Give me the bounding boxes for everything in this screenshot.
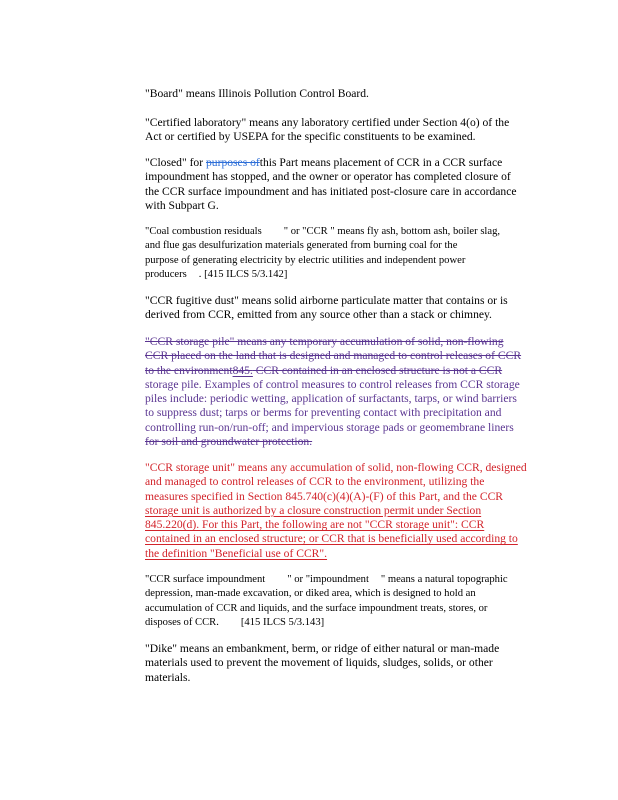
text-line [145,573,545,587]
text-line: measures specified in Section 845.740(c)(4)(A)-(F) of this Part, and the CCR [145,489,504,503]
text-line: depression, man-made excavation, or diked area, which is designed to hold an [145,588,476,600]
definition-board [145,87,545,101]
inserted-line: the definition "Beneficial use of CCR". [145,546,328,560]
deleted-text: to the environment [145,363,233,377]
text-segment: . [415 ILCS 5/3.142] [198,268,288,280]
inserted-line: storage unit is authorized by a closure construction permit under Section [145,503,482,517]
inserted-deleted-text: 845. [232,363,253,377]
text-line: "Board" means Illinois Pollution Control Board. [145,87,369,100]
text-segment: "Closed" for [145,156,206,169]
text-line: Act or certified by USEPA for the specific constituents to be examined. [145,130,476,144]
text-line [145,225,545,239]
text-line [145,156,545,170]
definition-certified-laboratory [145,116,545,145]
text-line: and managed to control releases of CCR to the environment, utilizing the [145,475,485,489]
text-line: derived from CCR, emitted from any source other than a stack or chimney. [145,308,492,322]
definition-coal-combustion-residuals [145,225,545,282]
definition-ccr-fugitive-dust [145,294,545,323]
text-segment: this Part means placement of CCR in a CCR surface [259,156,503,169]
definition-dike [145,642,545,685]
text-line: accumulation of CCR and liquids, and the surface impoundment treats, stores, or [145,602,488,614]
text-line: impoundment has stopped, and the owner or operator has completed closure of [145,170,511,184]
definition-closed [145,156,545,213]
text-line [145,268,545,282]
deleted-line: "CCR storage pile" means any temporary accumulation of solid, non-flowing [145,335,504,348]
text-line [145,616,545,630]
deleted-line: CCR placed on the land that is designed and managed to control releases of CCR [145,349,522,363]
text-line: materials used to prevent the movement of liquids, sludges, solids, or other [145,656,493,670]
text-line: purpose of generating electricity by electric utilities and independent power [145,254,466,266]
inserted-line: contained in an enclosed structure; or CCR that is beneficially used according to [145,532,518,546]
text-segment: [415 ILCS 5/3.143] [240,616,325,628]
text-segment: " means a natural topographic [380,574,508,585]
text-line: the CCR surface impoundment and has initiated post-closure care in accordance [145,184,517,198]
text-segment: " or "CCR " means fly ash, bottom ash, boiler slag, [283,226,501,237]
text-line: to suppress dust; tarps or berms for preventing contact with precipitation and [145,406,502,420]
text-line: "Dike" means an embankment, berm, or ridge of either natural or man-made [145,642,500,655]
text-line: piles include: periodic wetting, application of surfactants, tarps, or wind barriers [145,392,517,406]
deleted-text: purposes of [206,156,260,169]
text-line: "CCR storage unit" means any accumulation of solid, non-flowing CCR, designed [145,461,527,474]
text-line: with Subpart G. [145,198,219,212]
text-line: "CCR fugitive dust" means solid airborne particulate matter that contains or is [145,294,508,307]
text-line: storage pile. Examples of control measures to control releases from CCR storage [145,377,520,391]
deleted-line: for soil and groundwater protection. [145,435,313,449]
definition-ccr-surface-impoundment [145,573,545,630]
text-line: materials. [145,670,191,684]
inserted-line: 845.220(d). For this Part, the following are not "CCR storage unit": CCR [145,518,485,532]
definition-ccr-storage-pile [145,335,545,449]
text-line: controlling run-on/run-off; and impervious storage pads or geomembrane liners [145,420,514,434]
text-line [145,364,545,378]
text-segment: " or "impoundment [287,574,369,585]
text-segment: "CCR surface impoundment [145,574,266,585]
deleted-text: CCR contained in an enclosed structure is not a CCR [252,363,503,377]
text-line: "Certified laboratory" means any laboratory certified under Section 4(o) of the [145,116,510,129]
text-segment: "Coal combustion residuals [145,226,262,237]
definition-ccr-storage-unit [145,461,545,561]
text-segment: disposes of CCR. [145,616,219,628]
text-segment: producers [145,268,187,280]
text-line: and flue gas desulfurization materials generated from burning coal for the [145,240,458,252]
